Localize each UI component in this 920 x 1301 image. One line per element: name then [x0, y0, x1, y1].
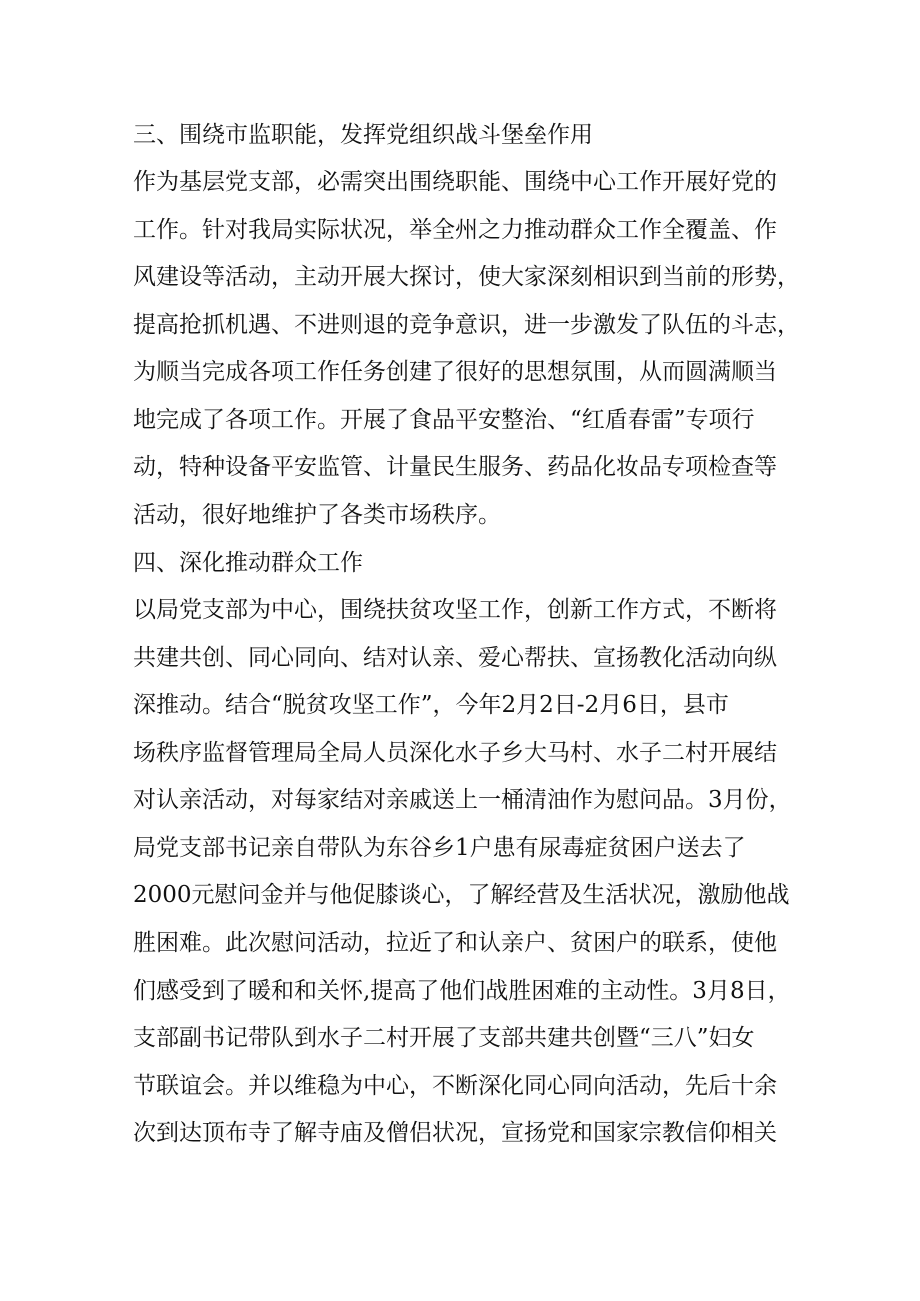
paragraph-line: 作为基层党支部，必需突出围绕职能、围绕中心工作开展好党的 [133, 169, 777, 195]
paragraph-line: 为顺当完成各项工作任务创建了很好的思想氛围，从而圆满顺当 [133, 359, 777, 385]
paragraph-line: 们感受到了暖和和关怀,提高了他们战胜困难的主动性。3月8日， [133, 978, 791, 1004]
paragraph-line: 风建设等活动，主动开展大探讨，使大家深刻相识到当前的形势， [133, 264, 800, 290]
paragraph-line: 胜困难。此次慰问活动，拉近了和认亲户、贫困户的联系，使他 [133, 930, 777, 956]
paragraph-line: 场秩序监督管理局全局人员深化水子乡大马村、水子二村开展结 [133, 740, 777, 766]
paragraph-line: 活动，很好地维护了各类市场秩序。 [133, 502, 501, 528]
paragraph-line: 深推动。结合“脱贫攻坚工作”，今年2月2日-2月6日，县市 [133, 692, 729, 718]
paragraph-line: 动，特种设备平安监管、计量民生服务、药品化妆品专项检查等 [133, 454, 777, 480]
paragraph-line: 地完成了各项工作。开展了食品平安整治、“红盾春雷”专项行 [133, 407, 755, 433]
paragraph-line: 以局党支部为中心，围绕扶贫攻坚工作，创新工作方式，不断将 [133, 597, 777, 623]
paragraph-line: 支部副书记带队到水子二村开展了支部共建共创暨“三八”妇女 [133, 1025, 755, 1051]
paragraph-line: 局党支部书记亲自带队为东谷乡1户患有尿毒症贫困户送去了 [133, 835, 746, 861]
paragraph-line: 对认亲活动，对每家结对亲戚送上一桶清油作为慰问品。3月份， [133, 787, 792, 813]
paragraph-line: 提高抢抓机遇、不进则退的竞争意识，进一步激发了队伍的斗志， [133, 312, 800, 338]
paragraph-line: 2000元慰问金并与他促膝谈心，了解经营及生活状况，激励他战 [133, 882, 790, 908]
paragraph-line: 共建共创、同心同向、结对认亲、爱心帮扶、宣扬教化活动向纵 [133, 645, 777, 671]
section-heading-4: 四、深化推动群众工作 [133, 550, 363, 576]
section-heading-3: 三、围绕市监职能，发挥党组织战斗堡垒作用 [133, 122, 593, 148]
paragraph-line: 工作。针对我局实际状况，举全州之力推动群众工作全覆盖、作 [133, 217, 777, 243]
paragraph-line: 节联谊会。并以维稳为中心，不断深化同心同向活动，先后十余 [133, 1073, 777, 1099]
paragraph-line: 次到达顶布寺了解寺庙及僧侣状况，宣扬党和国家宗教信仰相关 [133, 1120, 777, 1146]
